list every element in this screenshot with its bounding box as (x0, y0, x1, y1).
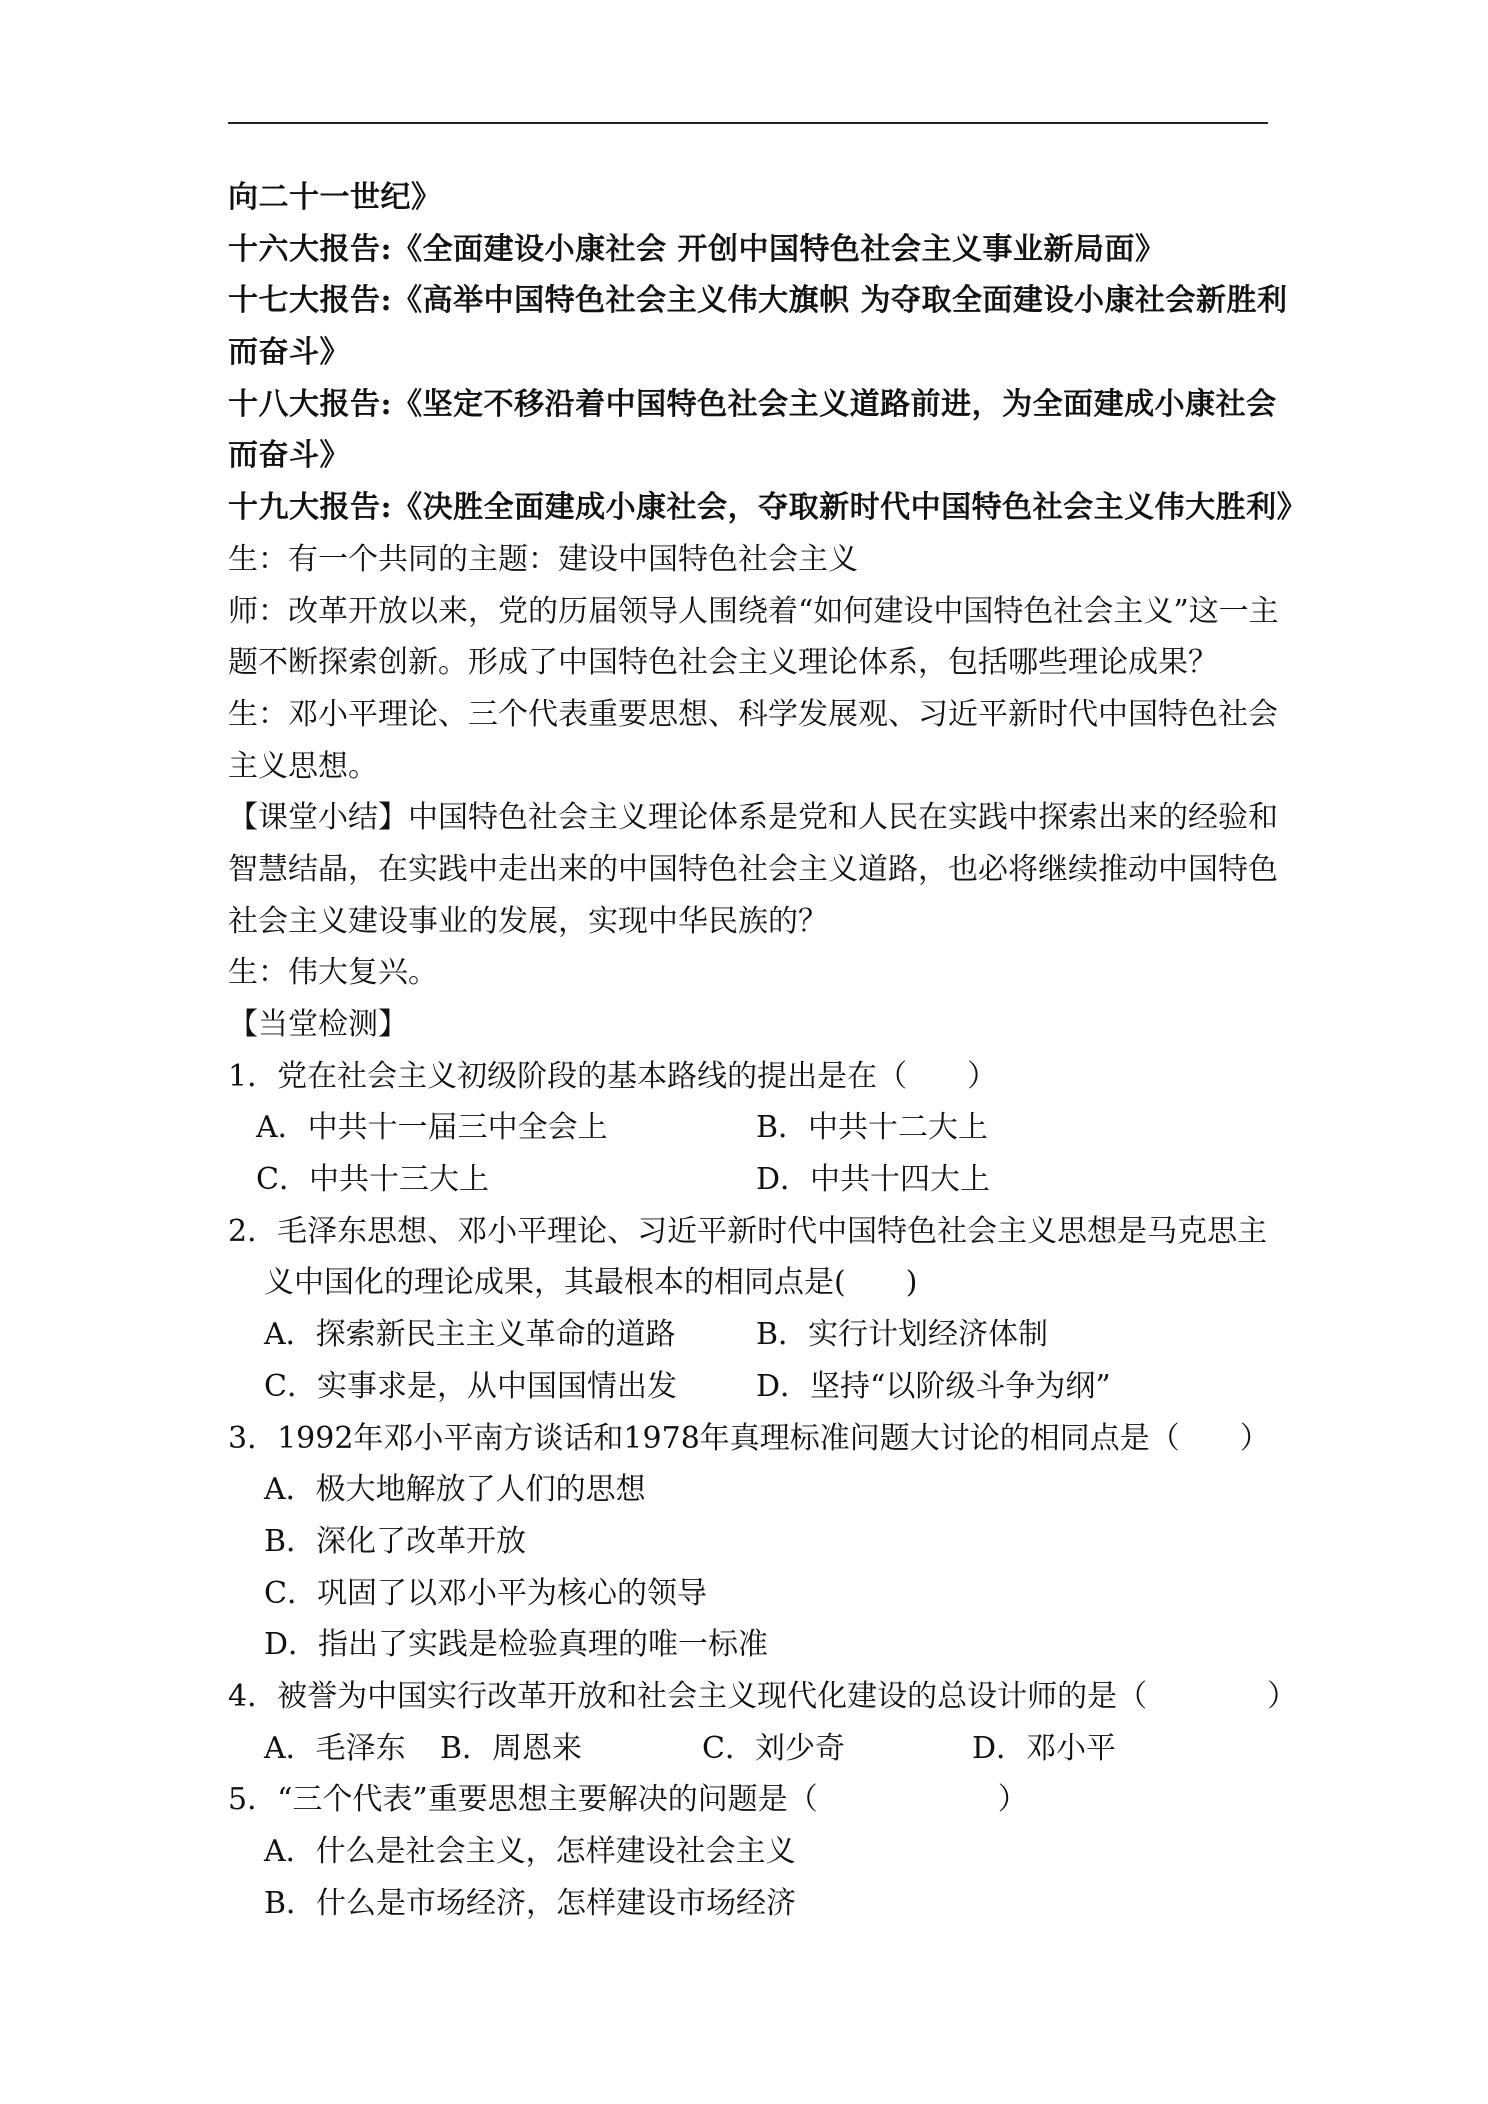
question-4-options-row (228, 1723, 1268, 1775)
dialogue-line: 生：有一个共同的主题：建设中国特色社会主义 (228, 541, 858, 577)
option-b: B．中共十二大上 (756, 1110, 989, 1146)
dialogue-line: 生：伟大复兴。 (228, 955, 438, 991)
option-d: D．中共十四大上 (756, 1162, 991, 1198)
question-2-stem-cont: 义中国化的理论成果，其最根本的相同点是( ) (264, 1265, 918, 1301)
header-rule (228, 122, 1268, 124)
report-line: 向二十一世纪》 (228, 180, 442, 215)
question-1-stem: 1．党在社会主义初级阶段的基本路线的提出是在（ ） (228, 1058, 998, 1094)
report-line: 而奋斗》 (228, 335, 350, 371)
question-2-options-row-2 (228, 1361, 1268, 1413)
report-line: 十九大报告:《决胜全面建成小康社会，夺取新时代中国特色社会主义伟大胜利》 (228, 490, 1308, 526)
option-d: D．指出了实践是检验真理的唯一标准 (264, 1627, 769, 1663)
option-a: A．探索新民主主义革命的道路 (264, 1317, 676, 1353)
option-d: D．邓小平 (972, 1730, 1117, 1766)
question-2-options-row-1 (228, 1309, 1268, 1361)
summary-line: 【课堂小结】中国特色社会主义理论体系是党和人民在实践中探索出来的经验和 (228, 800, 1278, 836)
report-line: 而奋斗》 (228, 438, 350, 474)
report-line: 十六大报告:《全面建设小康社会 开创中国特色社会主义事业新局面》 (228, 231, 1166, 267)
option-a: A．毛泽东 (264, 1730, 406, 1766)
dialogue-line: 生：邓小平理论、三个代表重要思想、科学发展观、习近平新时代中国特色社会 (228, 696, 1278, 732)
option-c: C．巩固了以邓小平为核心的领导 (264, 1575, 707, 1611)
question-4-stem: 4．被誉为中国实行改革开放和社会主义现代化建设的总设计师的是（ ） (228, 1678, 1298, 1714)
option-b: B．深化了改革开放 (264, 1523, 527, 1559)
question-5-stem: 5．“三个代表”重要思想主要解决的问题是（ ） (228, 1782, 1028, 1818)
dialogue-line: 主义思想。 (228, 748, 378, 784)
option-c: C．中共十三大上 (256, 1162, 489, 1198)
option-c: C．实事求是，从中国国情出发 (264, 1368, 677, 1404)
option-d: D．坚持“以阶级斗争为纲” (756, 1368, 1111, 1404)
option-c: C．刘少奇 (702, 1730, 845, 1766)
option-a: A．极大地解放了人们的思想 (264, 1472, 646, 1508)
report-line: 十七大报告:《高举中国特色社会主义伟大旗帜 为夺取全面建设小康社会新胜利 (228, 283, 1288, 319)
section-heading: 【当堂检测】 (228, 1007, 408, 1042)
dialogue-line: 师：改革开放以来，党的历届领导人围绕着“如何建设中国特色社会主义”这一主 (228, 593, 1279, 629)
dialogue-line: 题不断探索创新。形成了中国特色社会主义理论体系，包括哪些理论成果？ (228, 645, 1218, 681)
option-a: A．中共十一届三中全会上 (256, 1110, 608, 1146)
option-b: B．实行计划经济体制 (756, 1317, 1049, 1353)
document-body (228, 172, 1308, 1929)
question-2-stem: 2．毛泽东思想、邓小平理论、习近平新时代中国特色社会主义思想是马克思主 (228, 1213, 1268, 1249)
question-1-options-row-1 (228, 1102, 1268, 1154)
report-line: 十八大报告:《坚定不移沿着中国特色社会主义道路前进，为全面建成小康社会 (228, 386, 1277, 422)
question-3-stem: 3．1992年邓小平南方谈话和1978年真理标准问题大讨论的相同点是（ ） (228, 1420, 1270, 1456)
summary-line: 社会主义建设事业的发展，实现中华民族的？ (228, 903, 828, 939)
option-a: A．什么是社会主义，怎样建设社会主义 (264, 1834, 796, 1869)
summary-line: 智慧结晶，在实践中走出来的中国特色社会主义道路，也必将继续推动中国特色 (228, 851, 1278, 887)
question-1-options-row-2 (228, 1154, 1268, 1206)
option-b: B．什么是市场经济，怎样建设市场经济 (264, 1885, 797, 1921)
option-b: B．周恩来 (440, 1730, 583, 1766)
